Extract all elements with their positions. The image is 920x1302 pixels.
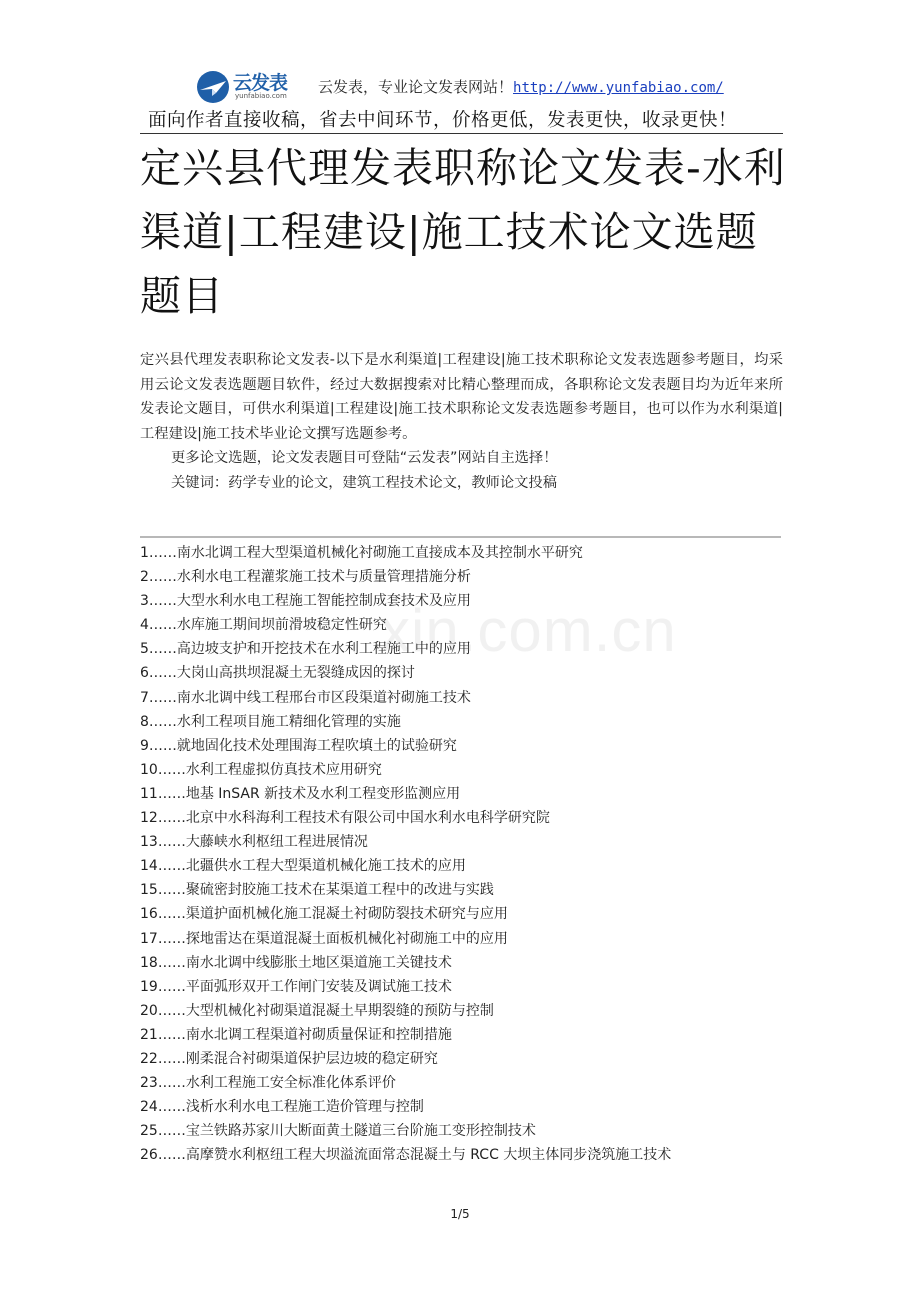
topic-item: 19……平面弧形双开工作闸门安装及调试施工技术 xyxy=(140,978,452,995)
topic-item: 9……就地固化技术处理围海工程吹填土的试验研究 xyxy=(140,737,457,754)
logo-text: 云发表 xyxy=(233,72,288,94)
topic-item: 22……刚柔混合衬砌渠道保护层边坡的稳定研究 xyxy=(140,1050,438,1067)
topic-item: 12……北京中水科海利工程技术有限公司中国水利水电科学研究院 xyxy=(140,810,550,827)
topic-item: 7……南水北调中线工程邢台市区段渠道衬砌施工技术 xyxy=(140,689,471,706)
topic-item: 15……聚硫密封胶施工技术在某渠道工程中的改进与实践 xyxy=(140,882,494,899)
page-title: 定兴县代理发表职称论文发表-水利渠道|工程建设|施工技术论文选题题目 xyxy=(140,144,786,320)
topic-item: 17……探地雷达在渠道混凝土面板机械化衬砌施工中的应用 xyxy=(140,930,508,947)
slogan-text: 云发表，专业论文发表网站！ xyxy=(318,78,514,96)
site-url-link[interactable]: http://www.yunfabiao.com/ xyxy=(513,80,724,96)
topic-item: 8……水利工程项目施工精细化管理的实施 xyxy=(140,713,401,730)
topic-item: 25……宝兰铁路苏家川大断面黄土隧道三台阶施工变形控制技术 xyxy=(140,1123,536,1140)
topic-item: 13……大藤峡水利枢纽工程进展情况 xyxy=(140,834,368,851)
logo-subtext: yunfabiao.com xyxy=(235,92,287,100)
topic-item: 11……地基 InSAR 新技术及水利工程变形监测应用 xyxy=(140,785,461,802)
topic-list xyxy=(140,541,790,1167)
topic-item: 6……大岗山高拱坝混凝土无裂缝成因的探讨 xyxy=(140,665,415,682)
topic-item: 24……浅析水利水电工程施工造价管理与控制 xyxy=(140,1099,424,1116)
header-slogan xyxy=(318,76,724,97)
topic-item: 10……水利工程虚拟仿真技术应用研究 xyxy=(140,761,382,778)
topic-item: 23……水利工程施工安全标准化体系评价 xyxy=(140,1075,396,1092)
topic-item: 20……大型机械化衬砌渠道混凝土早期裂缝的预防与控制 xyxy=(140,1002,494,1019)
keywords-line: 关键词：药学专业的论文，建筑工程技术论文，教师论文投稿 xyxy=(171,474,558,491)
topic-item: 3……大型水利水电工程施工智能控制成套技术及应用 xyxy=(140,593,471,610)
topic-item: 21……南水北调工程渠道衬砌质量保证和控制措施 xyxy=(140,1026,452,1043)
topic-item: 18……南水北调中线膨胀土地区渠道施工关键技术 xyxy=(140,954,452,971)
intro-section xyxy=(140,348,783,495)
more-topics-note: 更多论文选题，论文发表题目可登陆“云发表”网站自主选择！ xyxy=(171,450,558,466)
cloud-plane-icon xyxy=(195,70,231,104)
topic-item: 14……北疆供水工程大型渠道机械化施工技术的应用 xyxy=(140,858,466,875)
topic-item: 1……南水北调工程大型渠道机械化衬砌施工直接成本及其控制水平研究 xyxy=(140,545,583,561)
header-tagline: 面向作者直接收稿，省去中间环节，价格更低，发表更快，收录更快！ xyxy=(148,110,738,131)
topic-item: 5……高边坡支护和开挖技术在水利工程施工中的应用 xyxy=(140,641,471,658)
site-header xyxy=(140,62,783,134)
topic-item: 2……水利水电工程灌浆施工技术与质量管理措施分析 xyxy=(140,569,471,586)
header-divider xyxy=(140,133,783,134)
intro-paragraph: 定兴县代理发表职称论文发表-以下是水利渠道|工程建设|施工技术职称论文发表选题参考题目，均采用云论文发表选题题目软件，经过大数据搜索对比精心整理而成，各职称论文发表题目均为近年来所发表论文题目，可供水利渠道|工程建设|施工技术职称论文发表选题参考题目，也可以作为水利渠道|工程建设|施工技术毕业论文撰写选题参考。 xyxy=(140,352,783,442)
topic-item: 16……渠道护面机械化施工混凝土衬砌防裂技术研究与应用 xyxy=(140,906,508,923)
site-logo[interactable] xyxy=(195,68,295,104)
list-divider xyxy=(140,536,781,538)
topic-item: 4……水库施工期间坝前滑坡稳定性研究 xyxy=(140,617,387,634)
watermark: xin.com.cn xyxy=(380,597,677,664)
page-number: 1/5 xyxy=(450,1207,470,1221)
topic-item: 26……高摩赞水利枢纽工程大坝溢流面常态混凝土与 RCC 大坝主体同步浇筑施工技术 xyxy=(140,1147,672,1164)
